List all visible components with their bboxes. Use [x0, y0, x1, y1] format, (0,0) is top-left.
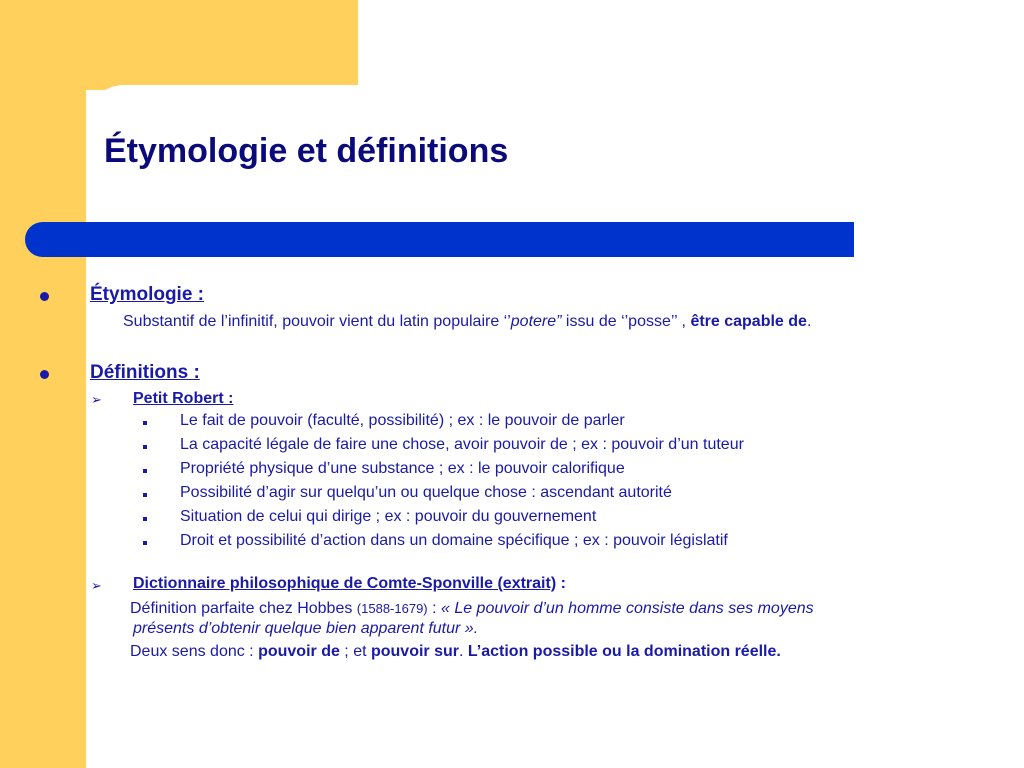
- square-bullet-icon: [143, 469, 147, 473]
- definitions-heading: Définitions :: [90, 362, 200, 383]
- petit-robert-item-4: Possibilité d’agir sur quelqu’un ou quelque chose : ascendant autorité: [180, 484, 672, 501]
- hobbes-quote-line2: présents d’obtenir quelque bien apparent futur ».: [133, 620, 479, 637]
- comte-sponville-heading-suffix: :: [556, 575, 566, 592]
- etymologie-heading: Étymologie :: [90, 284, 205, 305]
- pouvoir-de: pouvoir de: [258, 643, 340, 660]
- hobbes-dates: (1588-1679): [356, 601, 428, 616]
- bullet-dot-icon: [40, 370, 49, 379]
- arrow-bullet-icon: ➢: [91, 578, 102, 593]
- square-bullet-icon: [143, 493, 147, 497]
- pouvoir-sur: pouvoir sur: [370, 643, 459, 660]
- deux-sens-period: .: [459, 643, 468, 660]
- petit-robert-item-6: Droit et possibilité d’action dans un domaine spécifique ; ex : pouvoir législatif: [180, 532, 728, 549]
- square-bullet-icon: [143, 517, 147, 521]
- etymologie-text-part1: Substantif de l’infinitif, pouvoir vient du latin populaire ‘’: [123, 313, 511, 330]
- deux-sens-prefix: Deux sens donc :: [130, 643, 259, 660]
- deux-sens-conclusion: L’action possible ou la domination réelle.: [467, 643, 781, 660]
- etymologie-potere: potere”: [510, 313, 562, 330]
- hobbes-prefix: Définition parfaite chez Hobbes: [130, 600, 357, 617]
- arrow-bullet-icon: ➢: [91, 392, 102, 407]
- petit-robert-item-2: La capacité légale de faire une chose, avoir pouvoir de ; ex : pouvoir d’un tuteur: [180, 436, 744, 453]
- bullet-dot-icon: [40, 292, 49, 301]
- hobbes-colon: :: [427, 600, 441, 617]
- square-bullet-icon: [143, 541, 147, 545]
- comte-sponville-heading: Dictionnaire philosophique de Comte-Sponville (extrait): [133, 575, 557, 592]
- etymologie-etre-capable: être capable de: [690, 313, 807, 330]
- deux-sens-sep: ; et: [339, 643, 371, 660]
- etymologie-text-part2: issu de ‘’posse’’ ,: [561, 313, 691, 330]
- etymologie-text-part3: .: [806, 313, 812, 330]
- hobbes-definition-line1: [130, 600, 814, 618]
- deux-sens-line: [130, 643, 781, 661]
- square-bullet-icon: [143, 421, 147, 425]
- etymologie-text: [123, 313, 811, 331]
- petit-robert-item-1: Le fait de pouvoir (faculté, possibilité) ; ex : le pouvoir de parler: [180, 412, 625, 429]
- slide-title: Étymologie et définitions: [104, 132, 509, 170]
- petit-robert-heading: Petit Robert :: [133, 390, 234, 407]
- comte-sponville-heading-row: [133, 575, 566, 593]
- petit-robert-item-3: Propriété physique d’une substance ; ex : le pouvoir calorifique: [180, 460, 625, 477]
- petit-robert-item-5: Situation de celui qui dirige ; ex : pouvoir du gouvernement: [180, 508, 597, 525]
- square-bullet-icon: [143, 445, 147, 449]
- hobbes-quote-line1: « Le pouvoir d’un homme consiste dans ses moyens: [440, 600, 814, 617]
